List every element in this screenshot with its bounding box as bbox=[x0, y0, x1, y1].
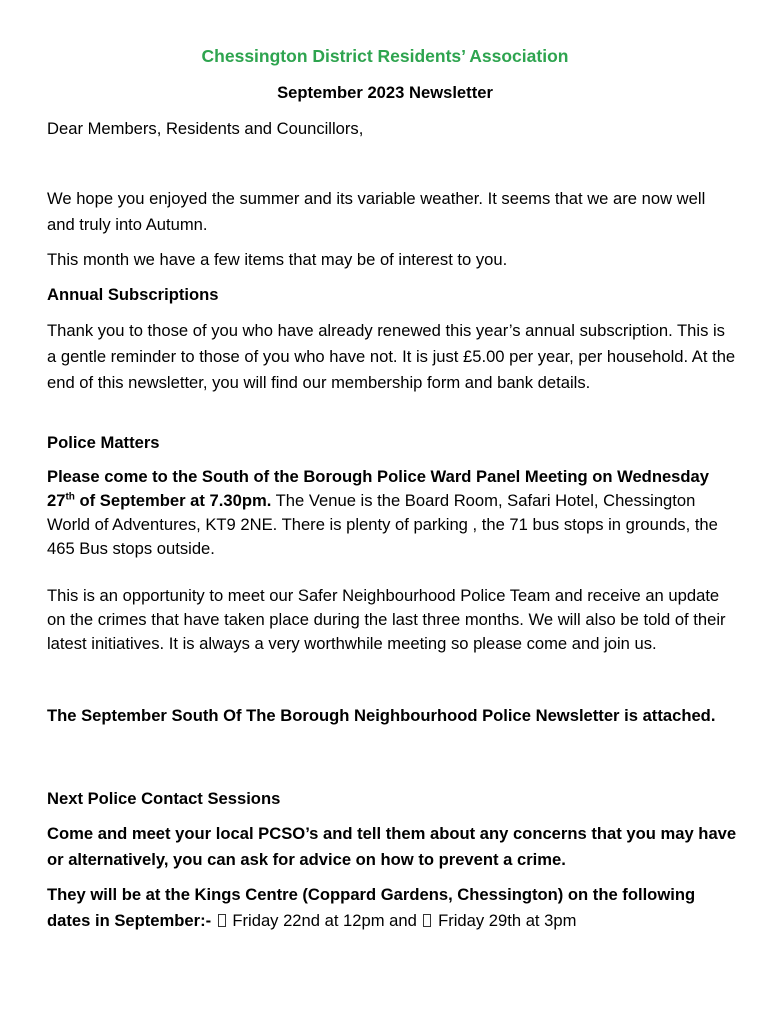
meeting-time-text: of September at 7.30pm. bbox=[74, 491, 272, 510]
meeting-venue-text: The Venue is the Board Room, Safari Hotel, Chessington World of Adventures, KT9 2NE. There is plenty of parking , the 71 bus stops in grounds, the 465 Bus stops outside. bbox=[47, 491, 718, 558]
contact-dates-intro: They will be at the Kings Centre (Coppard Gardens, Chessington) on the following dates in September:- bbox=[47, 885, 696, 930]
police-heading: Police Matters bbox=[47, 433, 160, 452]
subscriptions-heading: Annual Subscriptions bbox=[47, 285, 219, 304]
meeting-date-suffix: th bbox=[65, 491, 75, 503]
meeting-bold-text: Please come to the South of the Borough Police Ward Panel Meeting on Wednesday 27 bbox=[47, 467, 709, 510]
greeting: Dear Members, Residents and Councillors, bbox=[47, 119, 364, 138]
contact-dates-paragraph bbox=[47, 882, 737, 934]
police-newsletter-note: The September South Of The Borough Neighbourhood Police Newsletter is attached. bbox=[47, 706, 716, 725]
contact-heading: Next Police Contact Sessions bbox=[47, 789, 281, 808]
page-title: Chessington District Residents’ Association bbox=[201, 46, 569, 66]
contact-invite-paragraph: Come and meet your local PCSO’s and tell them about any concerns that you may have or alternatively, you can ask for advice on how to prevent a crime. bbox=[47, 824, 737, 869]
intro-paragraph: We hope you enjoyed the summer and its variable weather. It seems that we are now well and truly into Autumn. bbox=[47, 189, 706, 234]
police-meeting-paragraph bbox=[47, 465, 737, 561]
police-opportunity-paragraph: This is an opportunity to meet our Safer Neighbourhood Police Team and receive an update on the crimes that have taken place during the last three months. We will also be told of their latest initiatives. It is always a very worthwhile meeting so please come and join us. bbox=[47, 586, 726, 653]
contact-date-2: Friday 29th at 3pm bbox=[433, 911, 577, 930]
subscriptions-paragraph: Thank you to those of you who have already renewed this year’s annual subscription. This is a gentle reminder to those of you who have not. It is just £5.00 per year, per household. At the end of this newsletter, you will find our membership form and bank details. bbox=[47, 321, 736, 392]
missing-glyph-icon bbox=[423, 914, 431, 927]
intro-note: This month we have a few items that may be of interest to you. bbox=[47, 250, 508, 269]
missing-glyph-icon bbox=[218, 914, 226, 927]
newsletter-subtitle: September 2023 Newsletter bbox=[277, 83, 493, 102]
contact-date-1: Friday 22nd at 12pm and bbox=[227, 911, 422, 930]
